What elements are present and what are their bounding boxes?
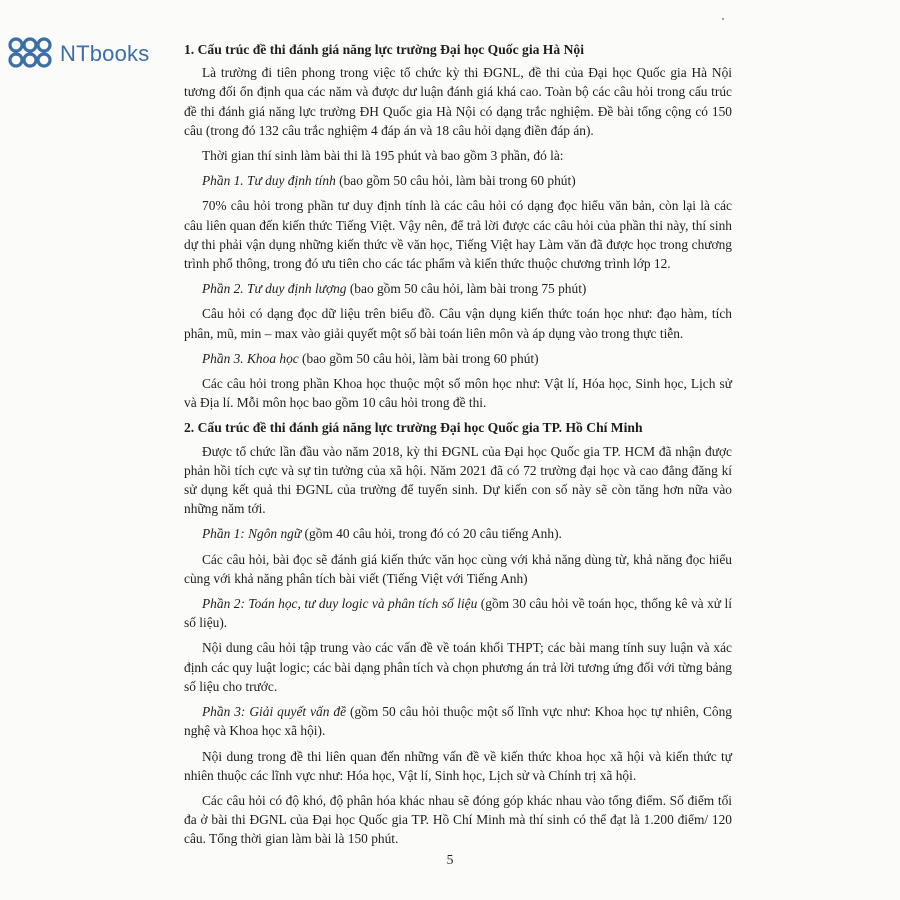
paragraph-text: (gồm 30 câu hỏi về toán học, thống kê và xử lí số liệu). bbox=[184, 596, 732, 631]
paragraph bbox=[184, 550, 732, 588]
part-title: Phần 1. Tư duy định tính bbox=[202, 173, 336, 189]
part-line bbox=[184, 279, 732, 298]
part-line bbox=[184, 171, 732, 190]
paragraph bbox=[184, 374, 732, 412]
part-line bbox=[184, 349, 732, 368]
paragraph-text: (bao gồm 50 câu hỏi, làm bài trong 75 phút) bbox=[346, 281, 587, 297]
paragraph-text: Các câu hỏi trong phần Khoa học thuộc một số môn học như: Vật lí, Hóa học, Sinh học, Lịch sử và Địa lí. Mỗi môn học bao gồm 10 câu hỏi trong đề thi. bbox=[184, 376, 732, 411]
section-heading: 2. Cấu trúc đề thi đánh giá năng lực trường Đại học Quốc gia TP. Hồ Chí Minh bbox=[184, 420, 643, 436]
brand-name: NTbooks bbox=[60, 41, 150, 66]
paragraph-text: (bao gồm 50 câu hỏi, làm bài trong 60 phút) bbox=[298, 350, 539, 366]
paragraph-text: Các câu hỏi, bài đọc sẽ đánh giá kiến thức văn học cùng với khả năng dùng từ, khả năng đọc hiểu cùng với khả năng phân tích bài viết (Tiếng Việt với Tiếng Anh) bbox=[184, 551, 732, 586]
paragraph bbox=[184, 791, 732, 849]
brand-logo bbox=[4, 34, 149, 74]
paragraph-text: Là trường đi tiên phong trong việc tổ chức kỳ thi ĐGNL, đề thi của Đại học Quốc gia Hà Nội tương đối ổn định qua các năm và được dư luận đánh giá khá cao. Toàn bộ các câu hỏi trong cấu trúc đề thi đánh giá năng lực trường ĐH Quốc gia Hà Nội có dạng trắc nghiệm. Đề bài tổng cộng có 150 câu (trong đó 132 câu trắc nghiệm 4 đáp án và 18 câu hỏi dạng điền đáp án). bbox=[184, 65, 732, 138]
paragraph-text: Các câu hỏi có độ khó, độ phân hóa khác nhau sẽ đóng góp khác nhau vào tổng điểm. Số điểm tối đa ở bài thi ĐGNL của Đại học Quốc gia TP. Hồ Chí Minh mà thí sinh có thể đạt là 1.200 điểm/ 120 câu. Tổng thời gian làm bài là 150 phút. bbox=[184, 792, 732, 847]
paragraph-text: 70% câu hỏi trong phần tư duy định tính là các câu hỏi có dạng đọc hiểu văn bản, còn lại là các câu liên quan đến kiến thức Tiếng Việt. Vậy nên, để trả lời được các câu hỏi của phần thi này, thí sinh dự thi phải vận dụng những kiến thức về văn học, Tiếng Việt hay Làm văn đã được học trong chương trình phổ thông, trong đó ưu tiên cho các tác phẩm và kiến thức thuộc chương trình lớp 12. bbox=[184, 198, 732, 272]
paragraph bbox=[184, 747, 732, 785]
part-line bbox=[184, 524, 732, 543]
paragraph bbox=[184, 442, 732, 519]
paragraph-text: Nội dung câu hỏi tập trung vào các vấn đề về toán khối THPT; các bài mang tính suy luận và xác định các quy luật logic; các bài dạng phân tích và chọn phương án trả lời tương ứng đối với từng bảng số liệu cho trước. bbox=[184, 640, 732, 694]
paragraph-text: Nội dung trong đề thi liên quan đến những vấn đề về kiến thức khoa học xã hội và kiến thức tự nhiên thuộc các lĩnh vực như: Hóa học, Vật lí, Sinh học, Lịch sử và Chính trị xã hội. bbox=[184, 748, 732, 783]
ntbooks-logo-icon bbox=[4, 34, 56, 74]
part-title: Phần 3: Giải quyết vấn đề bbox=[202, 704, 347, 720]
part-title: Phần 3. Khoa học bbox=[202, 350, 299, 366]
paragraph bbox=[184, 304, 732, 342]
paragraph-text: Câu hỏi có dạng đọc dữ liệu trên biểu đồ. Câu vận dụng kiến thức toán học như: đạo hàm, tích phân, mũ, min – max vào giải quyết một số bài toán liên môn và áp dụng vào trong thực tiễn. bbox=[184, 306, 732, 341]
paragraph-text: Thời gian thí sinh làm bài thi là 195 phút và bao gồm 3 phần, đó là: bbox=[202, 148, 564, 164]
document-page bbox=[184, 40, 732, 855]
paragraph bbox=[184, 196, 732, 273]
part-title: Phần 1: Ngôn ngữ bbox=[202, 526, 302, 542]
paragraph-text: (gồm 40 câu hỏi, trong đó có 20 câu tiếng Anh). bbox=[301, 526, 562, 542]
paragraph bbox=[184, 638, 732, 696]
part-title: Phần 2: Toán học, tư duy logic và phân tích số liệu bbox=[202, 596, 478, 612]
section-heading: 1. Cấu trúc đề thi đánh giá năng lực trường Đại học Quốc gia Hà Nội bbox=[184, 42, 584, 57]
part-line bbox=[184, 702, 732, 740]
paragraph bbox=[184, 63, 732, 140]
paragraph bbox=[184, 146, 732, 165]
paragraph-text: (bao gồm 50 câu hỏi, làm bài trong 60 phút) bbox=[335, 173, 576, 189]
page-number: 5 bbox=[446, 852, 454, 867]
part-line bbox=[184, 594, 732, 632]
paragraph-text: Được tổ chức lần đầu vào năm 2018, kỳ thi ĐGNL của Đại học Quốc gia TP. HCM đã nhận được phản hồi tích cực và sự tin tưởng của xã hội. Năm 2021 đã có 72 trường đại học và cao đẳng đăng kí sử dụng kết quả thi ĐGNL của trường để tuyển sinh. Dự kiến con số này sẽ còn tăng hơn nữa vào những năm tới. bbox=[184, 443, 732, 517]
part-title: Phần 2. Tư duy định lượng bbox=[202, 281, 347, 297]
scan-speck bbox=[722, 18, 724, 20]
paragraph-text: (gồm 50 câu hỏi thuộc một số lĩnh vực như: Khoa học tự nhiên, Công nghệ và Khoa học xã hội). bbox=[184, 704, 732, 739]
